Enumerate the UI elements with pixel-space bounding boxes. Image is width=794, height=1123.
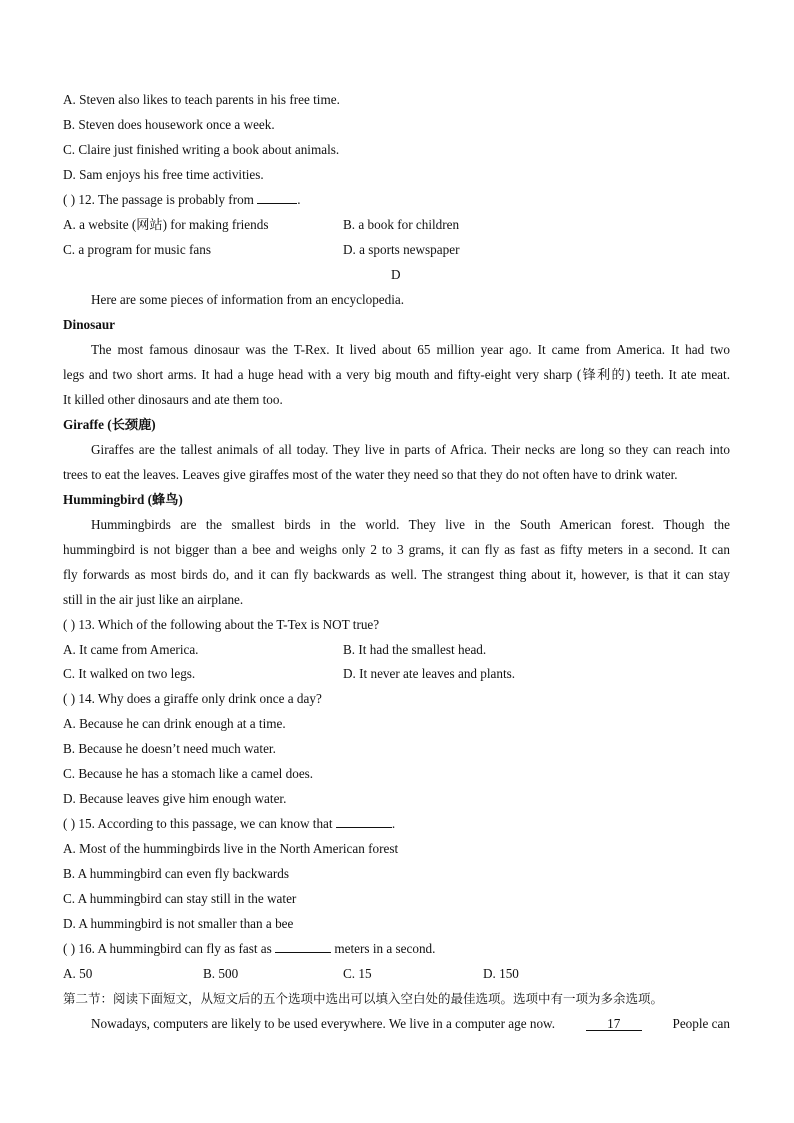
q12-option-b: B. a book for children [343, 217, 460, 232]
q15-option-a: A. Most of the hummingbirds live in the North American forest [63, 841, 399, 856]
q16-option-b: B. 500 [203, 966, 239, 981]
giraffe-heading: Giraffe (长颈鹿) [63, 417, 156, 432]
q16-option-c: C. 15 [343, 966, 372, 981]
q13-option-d: D. It never ate leaves and plants. [343, 666, 516, 681]
dinosaur-line: legs and two short arms. It had a huge head with a very big mouth and fifty-eight very sharp (锋利的) teeth. It ate meat. [63, 367, 730, 382]
q11-option-a: A. Steven also likes to teach parents in his free time. [63, 92, 340, 107]
answer-parens: ( ) [63, 691, 76, 706]
q15-option-c: C. A hummingbird can stay still in the water [63, 891, 297, 906]
q13-option-c: C. It walked on two legs. [63, 666, 196, 681]
q12-option-c: C. a program for music fans [63, 242, 211, 257]
section2-line-end: People can [672, 1016, 730, 1031]
q14-question [63, 691, 322, 707]
giraffe-line: Giraffes are the tallest animals of all today. They live in parts of Africa. Their necks are long so they can reach into [91, 442, 730, 457]
q16-option-a: A. 50 [63, 966, 93, 981]
section2-heading: 第二节：阅读下面短文，从短文后的五个选项中选出可以填入空白处的最佳选项。选项中有一项为多余选项。 [63, 991, 664, 1006]
hummingbird-heading: Hummingbird (蜂鸟) [63, 492, 183, 507]
answer-blank [257, 192, 297, 204]
q15-option-b: B. A hummingbird can even fly backwards [63, 866, 289, 881]
hummingbird-line: fly forwards as most birds do, and it can fly backwards as well. The strangest thing about it, however, is that it can stay [63, 567, 730, 582]
q16-option-d: D. 150 [483, 966, 519, 981]
question-end: . [391, 816, 396, 831]
blank-number: 17 [607, 1016, 621, 1031]
q11-option-b: B. Steven does housework once a week. [63, 117, 275, 132]
dinosaur-line: It killed other dinosaurs and ate them too. [63, 392, 283, 407]
dinosaur-line: The most famous dinosaur was the T-Rex. It lived about 65 million year ago. It came from America. It had two [91, 342, 730, 357]
q11-option-d: D. Sam enjoys his free time activities. [63, 167, 264, 182]
q16-question [63, 941, 435, 957]
question-end: meters in a second. [334, 941, 436, 956]
hummingbird-line: hummingbird is not bigger than a bee and weighs only 2 to 3 grams, it can fly as fast as fifty meters in a second. It can [63, 542, 730, 557]
q14-option-c: C. Because he has a stomach like a camel does. [63, 766, 314, 781]
question-end: . [297, 192, 301, 207]
q14-option-d: D. Because leaves give him enough water. [63, 791, 287, 806]
question-stem: 12. The passage is probably from [78, 192, 254, 207]
answer-parens: ( ) [63, 617, 76, 632]
answer-blank [336, 816, 392, 828]
q13-question [63, 617, 379, 633]
dinosaur-heading: Dinosaur [63, 317, 116, 332]
q12-question [63, 192, 301, 208]
question-stem: 15. According to this passage, we can know that [78, 816, 333, 831]
section2-line-start: Nowadays, computers are likely to be used everywhere. We live in a computer age now. [91, 1016, 556, 1031]
giraffe-line: trees to eat the leaves. Leaves give giraffes most of the water they need so that they do not often have to drink water. [63, 467, 678, 482]
q12-option-a: A. a website (网站) for making friends [63, 217, 269, 232]
section-intro: Here are some pieces of information from an encyclopedia. [91, 292, 405, 307]
section2-line [91, 1016, 730, 1032]
answer-parens: ( ) [63, 816, 76, 831]
q12-option-d: D. a sports newspaper [343, 242, 460, 257]
answer-blank [275, 941, 331, 953]
q14-option-a: A. Because he can drink enough at a time. [63, 716, 286, 731]
q11-option-c: C. Claire just finished writing a book about animals. [63, 142, 340, 157]
question-stem: 13. Which of the following about the T-Tex is NOT true? [78, 617, 380, 632]
q13-option-b: B. It had the smallest head. [343, 642, 487, 657]
q14-option-b: B. Because he doesn’t need much water. [63, 741, 276, 756]
blank-17 [586, 1016, 642, 1031]
answer-parens: ( ) [63, 192, 76, 207]
q15-question [63, 816, 395, 832]
question-stem: 16. A hummingbird can fly as fast as [78, 941, 272, 956]
section-label: D [391, 267, 401, 282]
q13-option-a: A. It came from America. [63, 642, 199, 657]
q15-option-d: D. A hummingbird is not smaller than a bee [63, 916, 294, 931]
question-stem: 14. Why does a giraffe only drink once a day? [78, 691, 322, 706]
hummingbird-line: Hummingbirds are the smallest birds in the world. They live in the South American forest. Though the [91, 517, 730, 532]
hummingbird-line: still in the air just like an airplane. [63, 592, 244, 607]
answer-parens: ( ) [63, 941, 76, 956]
